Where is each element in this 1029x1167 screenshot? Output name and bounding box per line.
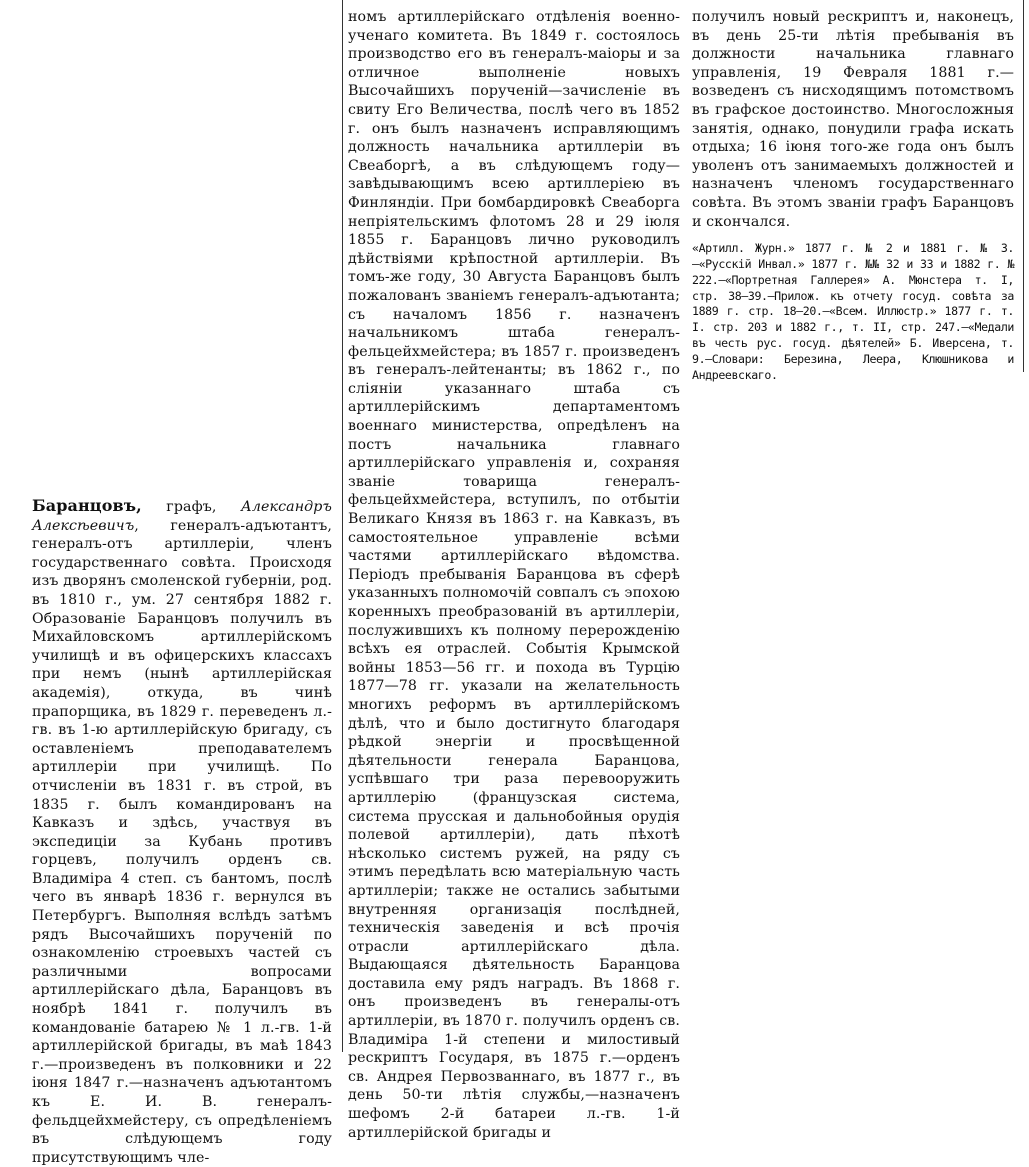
article-full-name: Александръ Алексѣевичъ (32, 499, 332, 534)
column-2 (348, 8, 680, 1142)
column-divider-left (342, 0, 343, 1052)
article-references: «Артилл. Журн.» 1877 г. № 2 и 1881 г. № 3.—«Русскій Инвал.» 1877 г. №№ 32 и 33 и 1882 г. № 222.—«Портретная Галлерея» А. Мюнстера т. I, стр. 38—39.—Прилож. къ отчету госуд. совѣта за 1889 г. стр. 18—20.—«Всем. Иллюстр.» 1877 г. т. I. стр. 203 и 1882 г., т. II, стр. 247.—«Медали въ честь рус. госуд. дѣятелей» Б. Иверсена, т. 9.—Словари: Березина, Леера, Клюшникова и Андреевскаго. (692, 241, 1014, 382)
column-3 (692, 8, 1014, 383)
article-intro-text: генералъ-адъютантъ, генералъ-отъ артиллеріи, членъ государственнаго совѣта. Происходя изъ дворянъ смоленской губерніи, род. въ 1810 г., ум. 27 сентября 1882 г. Образованіе Баранцовъ получилъ въ Михайловскомъ артиллерійскомъ училищѣ и въ офицерскихъ классахъ при немъ (нынѣ артиллерійская академія), откуда, въ чинѣ прапорщика, въ 1829 г. переведенъ л.-гв. въ 1-ю артиллерійскую бригаду, съ оставленіемъ преподавателемъ артиллеріи при училищѣ. По отчисленіи въ 1831 г. въ строй, въ 1835 г. былъ командированъ на Кавказъ и здѣсь, участвуя въ экспедиціи за Кубань противъ горцевъ, получилъ орденъ св. Владиміра 4 степ. съ бантомъ, послѣ чего въ январѣ 1836 г. вернулся въ Петербургъ. Выполняя вслѣдъ затѣмъ рядъ Высочайшихъ порученій по ознакомленію строевыхъ частей съ различными вопросами артиллерійскаго дѣла, Баранцовъ въ ноябрѣ 1841 г. получилъ въ командованіе батарею № 1 л.-гв. 1-й артиллерійской бригады, въ маѣ 1843 г.—произведенъ въ полковники и 22 іюня 1847 г.—назначенъ адъютантомъ къ Е. И. В. генералъ-фельдцейхмейстеру, съ опредѣленіемъ въ слѣдующемъ году присутствующимъ чле- (32, 517, 332, 1166)
article-headword: Баранцовъ, (32, 496, 142, 515)
article-column3-text: получилъ новый рескриптъ и, наконецъ, въ день 25-ти лѣтія пребыванія въ должности начальника главнаго управленія, 19 Февраля 1881 г.—возведенъ съ нисходящимъ потомствомъ въ графское достоинство. Многосложныя занятія, однако, понудили графа искать отдыха; 16 іюня того-же года онъ былъ уволенъ отъ занимаемыхъ должностей и назначенъ членомъ государственнаго совѣта. Въ этомъ званіи графъ Баранцовъ и скончался. (692, 9, 1014, 230)
article-title-word: графъ, (166, 499, 217, 515)
column-divider-right (1023, 0, 1024, 372)
article-intro-paragraph: Баранцовъ, графъ, Александръ Алексѣевичъ, генералъ-адъютантъ, генералъ-отъ артиллеріи, членъ государственнаго совѣта. Происходя изъ дворянъ смоленской губерніи, род. въ 1810 г., ум. 27 сентября 1882 г. Образованіе Баранцовъ получилъ въ Михайловскомъ артиллерійскомъ училищѣ и въ офицерскихъ классахъ при немъ (нынѣ артиллерійская академія), откуда, въ чинѣ прапорщика, въ 1829 г. переведенъ л.-гв. въ 1-ю артиллерійскую бригаду, съ оставленіемъ преподавателемъ артиллеріи при училищѣ. По отчисленіи въ 1831 г. въ строй, въ 1835 г. былъ командированъ на Кавказъ и здѣсь, участвуя въ экспедиціи за Кубань противъ горцевъ, получилъ орденъ св. Владиміра 4 степ. съ бантомъ, послѣ чего въ январѣ 1836 г. вернулся въ Петербургъ. Выполняя вслѣдъ затѣмъ рядъ Высочайшихъ порученій по ознакомленію строевыхъ частей съ различными вопросами артиллерійскаго дѣла, Баранцовъ въ ноябрѣ 1841 г. получилъ въ командованіе батарею № 1 л.-гв. 1-й артиллерійской бригады, въ маѣ 1843 г.—произведенъ въ полковники и 22 іюня 1847 г.—назначенъ адъютантомъ къ Е. И. В. генералъ-фельдцейхмейстеру, съ опредѣленіемъ въ слѣдующемъ году присутствующимъ чле- (32, 496, 332, 1166)
article-column2-text: номъ артиллерійскаго отдѣленія военно-ученаго комитета. Въ 1849 г. состоялось производство его въ генералъ-маіоры и за отличное выполненіе новыхъ Высочайшихъ порученій—зачисленіе въ свиту Его Величества, послѣ чего въ 1852 г. онъ былъ назначенъ исправляющимъ должность начальника артиллеріи въ Свеаборгѣ, а въ слѣдующемъ году—завѣдывающимъ всею артиллеріею въ Финляндіи. При бомбардировкѣ Свеаборга непріятельскимъ флотомъ 28 и 29 іюля 1855 г. Баранцовъ лично руководилъ дѣйствіями крѣпостной артиллеріи. Въ томъ-же году, 30 Августа Баранцовъ былъ пожалованъ званіемъ генералъ-адъютанта; съ началомъ 1856 г. назначенъ начальникомъ штаба генералъ-фельцейхмейстера; въ 1857 г. произведенъ въ генералъ-лейтенанты; въ 1862 г., по слiянiи указаннаго штаба съ артиллерійскимъ департаментомъ военнаго министерства, опредѣленъ на постъ начальника главнаго артиллерійскаго управленія и, сохраняя званіе товарища генералъ-фельцейхмейстера, вступилъ, по отбытіи Великаго Князя въ 1863 г. на Кавказъ, въ самостоятельное управленіе всѣми частями артиллерійскаго вѣдомства. Періодъ пребыванія Баранцова въ сферѣ указанныхъ полномочій совпалъ съ эпохою коренныхъ преобразованій въ артиллеріи, послужившихъ къ полному перерожденію всѣхъ ея отраслей. Событія Крымской войны 1853—56 гг. и похода въ Турцію 1877—78 гг. указали на желательность многихъ реформъ въ артиллерійскомъ дѣлѣ, что и было достигнуто благодаря рѣдкой энергіи и просвѣщенной дѣятельности генерала Баранцова, успѣвшаго три раза перевооружить артиллерію (французская система, система прусская и дальнобойныя орудія полевой артиллеріи), дать пѣхотѣ нѣсколько системъ ружей, на ряду съ этимъ передѣлать всю матеріальную часть артиллеріи; также не остались забытыми внутренняя организація послѣдней, техническія заведенія и всѣ прочія отрасли артиллерійскаго дѣла. Выдающаяся дѣятельность Баранцова доставила ему рядъ наградъ. Въ 1868 г. онъ произведенъ въ генералы-отъ артиллеріи, въ 1870 г. получилъ орденъ св. Владиміра 1-й степени и милостивый рескриптъ Государя, въ 1875 г.—орденъ св. Андрея Первозваннаго, въ 1877 г., въ день 50-ти лѣтія службы,—назначенъ шефомъ 2-й батареи л.-гв. 1-й артиллерійской бригады и (348, 9, 680, 1141)
column-1 (32, 497, 332, 1167)
